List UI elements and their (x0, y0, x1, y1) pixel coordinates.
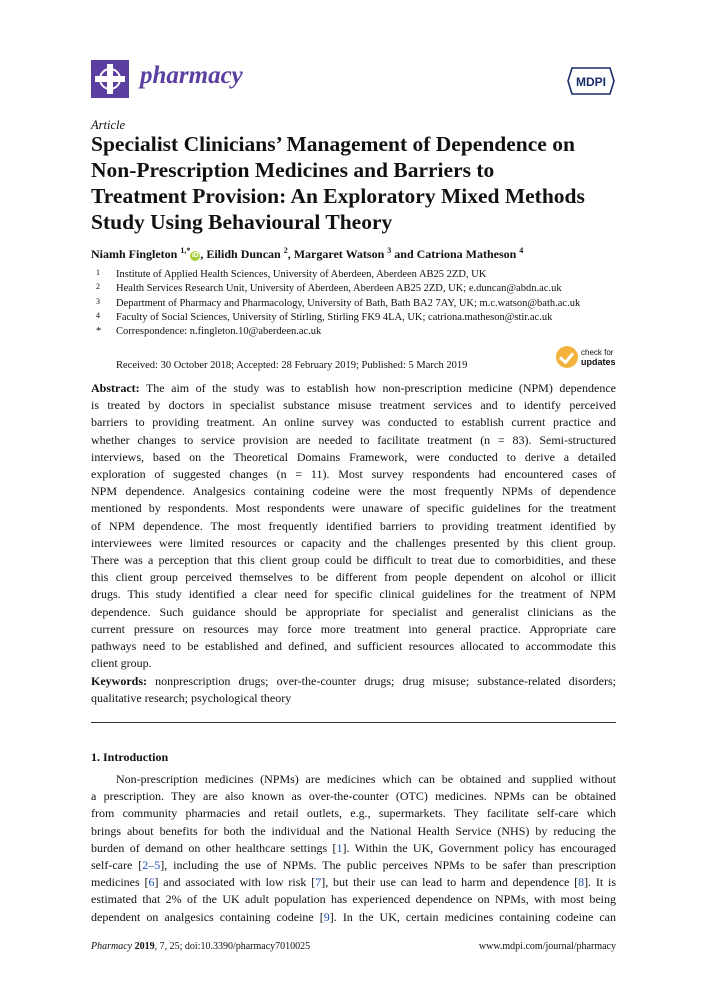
journal-name: pharmacy (140, 62, 243, 89)
footer-citation (91, 941, 310, 952)
citation-link[interactable]: 2–5 (142, 858, 161, 873)
keywords (91, 673, 616, 707)
affiliation-number: 3 (96, 296, 100, 306)
text-line (91, 805, 616, 822)
affiliation-number: 2 (96, 282, 100, 292)
section-heading: 1. Introduction (91, 750, 169, 764)
text-line (91, 535, 616, 552)
footer-year: 2019 (134, 941, 155, 952)
text-line (91, 621, 616, 638)
author-name: Margaret Watson (293, 247, 385, 261)
title-line: Non-Prescription Medicines and Barriers to (91, 158, 495, 182)
line-text: ]. Within the UK, Government policy has encouraged (342, 840, 616, 855)
mdpi-logo (566, 66, 616, 96)
line-text: ], but their use can lead to harm and dependence [ (321, 875, 579, 890)
line-text: mentioned by respondents. Most respondents were unaware of specific guidelines for the treatment (91, 501, 616, 516)
text-line (91, 891, 616, 908)
citation-link[interactable]: 9 (323, 909, 330, 924)
line-text: The aim of the study was to establish how non-prescription medicine (NPM) dependence (145, 381, 616, 395)
line-text: Non-prescription medicines (NPMs) are medicines which can be obtained and supplied without (116, 772, 616, 786)
abstract (91, 380, 616, 672)
line-text: ], including the use of NPMs. The public perceives NPMs to be safer than prescription (160, 858, 617, 873)
text-line (91, 380, 616, 397)
introduction-body (91, 771, 616, 926)
text-line (91, 518, 616, 535)
check-icon (556, 346, 578, 368)
author-affiliation-mark: 2 (283, 246, 288, 255)
title-line: Specialist Clinicians’ Management of Dependence on (91, 132, 575, 156)
line-text: interviewees were limited resources or capacity and the challenges presented by this client group. (91, 535, 616, 550)
title-line: Study Using Behavioural Theory (91, 210, 393, 234)
text-line (91, 690, 616, 707)
line-text: ]. It is (584, 875, 616, 890)
text-line (91, 414, 616, 431)
author-affiliation-mark: 1,* (180, 246, 191, 255)
journal-logo (91, 60, 129, 98)
line-text: exploration of suggested changes (n = 11). Most survey respondents had encountered cases of (91, 467, 616, 482)
line-text: NPM dependence. Analgesics containing codeine were the most frequently NPMs of dependence (91, 484, 616, 499)
citation-link[interactable]: 8 (578, 875, 585, 890)
text-line (91, 673, 616, 690)
line-text: current pressure on resources may force more treatment into general practice. Appropriate care (91, 621, 616, 636)
text-line (91, 857, 616, 874)
footer-journal: Pharmacy (91, 941, 133, 952)
text-line (91, 874, 616, 891)
text-line (91, 638, 616, 655)
orcid-icon[interactable]: iD (191, 252, 199, 259)
text-line (91, 604, 616, 621)
title-line: Treatment Provision: An Exploratory Mixed Methods (91, 184, 585, 208)
check-for-label: check for (581, 348, 614, 357)
author-affiliation-mark: 4 (519, 246, 524, 255)
article-type: Article (91, 118, 126, 132)
line-text: estimated that 2% of the UK adult population has experienced dependence on NPMs, with most being (91, 892, 616, 907)
line-text: this client group perceived themselves to be different from people dependent on alcohol or illicit (91, 570, 616, 585)
author-list: Niamh Fingleton $^{1,*}$iD , Eilidh Duncan $^2$, Margaret Watson $^3$ and Catriona Matheson $^4$ (91, 246, 524, 261)
line-text: nonprescription drugs; over-the-counter drugs; drug misuse; substance-related disorders; (155, 674, 616, 688)
line-text: self-care [ (91, 858, 143, 873)
updates-label: updates (581, 357, 616, 367)
text-line (91, 466, 616, 483)
affiliation-text: Faculty of Social Sciences, University of Stirling, Stirling FK9 4LA, UK; catriona.matheson@stir.ac.uk (116, 311, 553, 323)
line-text: interviews, based on the Theoretical Domains Framework, were conducted to derive a detailed (91, 449, 616, 464)
affiliation-number: * (96, 326, 102, 338)
line-text: whether changes to service provision are needed to facilitate treatment (n = 83). Semi-structured (91, 432, 616, 447)
publication-dates: Received: 30 October 2018; Accepted: 28 February 2019; Published: 5 March 2019 (116, 360, 468, 371)
line-text: drugs. This study identified a clear need for specific clinical guidelines for the treatment of NPM (91, 587, 616, 602)
text-line (91, 586, 616, 603)
text-line (91, 397, 616, 414)
text-line (91, 840, 616, 857)
citation-link[interactable]: 1 (336, 840, 343, 855)
line-text: There was a perception that this client group could be difficult to treat due to comorbidities, and these (91, 553, 616, 568)
affiliation-text: Health Services Research Unit, University of Aberdeen, Aberdeen AB25 2ZD, UK; e.duncan@abdn.ac.uk (116, 283, 562, 295)
paragraph-label: Keywords: (91, 674, 147, 688)
text-line (91, 569, 616, 586)
section-divider (91, 722, 616, 723)
line-text: barriers to providing treatment. An online survey was conducted to establish current practice and (91, 415, 616, 430)
affiliation-number: 1 (96, 268, 100, 277)
author-name: Catriona Matheson (416, 247, 517, 261)
line-text: a prescription. They are also known as over-the-counter (OTC) medicines. NPMs can be obtained (91, 789, 616, 804)
author-affiliation-mark: 3 (387, 246, 392, 255)
affiliation-number: 4 (96, 310, 100, 320)
text-line (91, 771, 616, 788)
affiliation-text: Correspondence: n.fingleton.10@aberdeen.ac.uk (116, 326, 322, 338)
text-line (91, 432, 616, 449)
line-text: dependence. Such guidance should be appropriate for specialist and generalist clinicians as the (91, 604, 616, 619)
line-text: dependent on analgesics containing codeine [ (91, 909, 324, 924)
line-text: pathways need to be established and defined, and sufficient resources allocated to accommodate this (91, 639, 616, 654)
line-text: client group. (91, 656, 152, 671)
check-for-updates-badge[interactable] (556, 345, 618, 371)
paragraph-label: Abstract: (91, 381, 140, 395)
text-line (91, 449, 616, 466)
text-line (91, 483, 616, 500)
footer-url[interactable]: www.mdpi.com/journal/pharmacy (478, 941, 616, 952)
line-text: qualitative research; psychological theory (91, 691, 292, 706)
author-name: Niamh Fingleton (91, 247, 178, 261)
author-name: Eilidh Duncan (206, 247, 281, 261)
text-line (91, 788, 616, 805)
affiliation-text: Department of Pharmacy and Pharmacology, University of Bath, Bath BA2 7AY, UK; m.c.watson@bath.ac.uk (116, 297, 581, 309)
footer-details: , 7, 25; doi:10.3390/pharmacy7010025 (154, 941, 311, 952)
text-line (91, 909, 616, 926)
citation-link[interactable]: 7 (315, 875, 322, 890)
line-text: medicines [ (91, 875, 149, 890)
line-text: burden of demand on other healthcare settings [ (91, 840, 337, 855)
text-line (91, 500, 616, 517)
text-line (91, 655, 616, 672)
affiliation-text: Institute of Applied Health Sciences, University of Aberdeen, Aberdeen AB25 2ZD, UK (116, 269, 487, 280)
mdpi-logo-text: MDPI (576, 75, 606, 89)
text-line (91, 552, 616, 569)
text-line (91, 823, 616, 840)
citation-link[interactable]: 6 (148, 875, 155, 890)
line-text: ]. In the UK, certain medicines containing codeine can (329, 909, 616, 924)
line-text: brings about benefits for both the individual and the National Health Service (NHS) by reducing the (91, 823, 616, 838)
line-text: ] and associated with low risk [ (154, 875, 316, 890)
paper-title (91, 131, 621, 235)
line-text: from community pharmacies and retail outlets, e.g., supermarkets. They facilitate self-care which (91, 806, 616, 821)
line-text: is treated by doctors in specialist substance misuse treatment services and to identify perceived (91, 398, 616, 413)
line-text: of NPM dependence. The most frequently identified barriers to providing treatment identified by (91, 518, 616, 533)
